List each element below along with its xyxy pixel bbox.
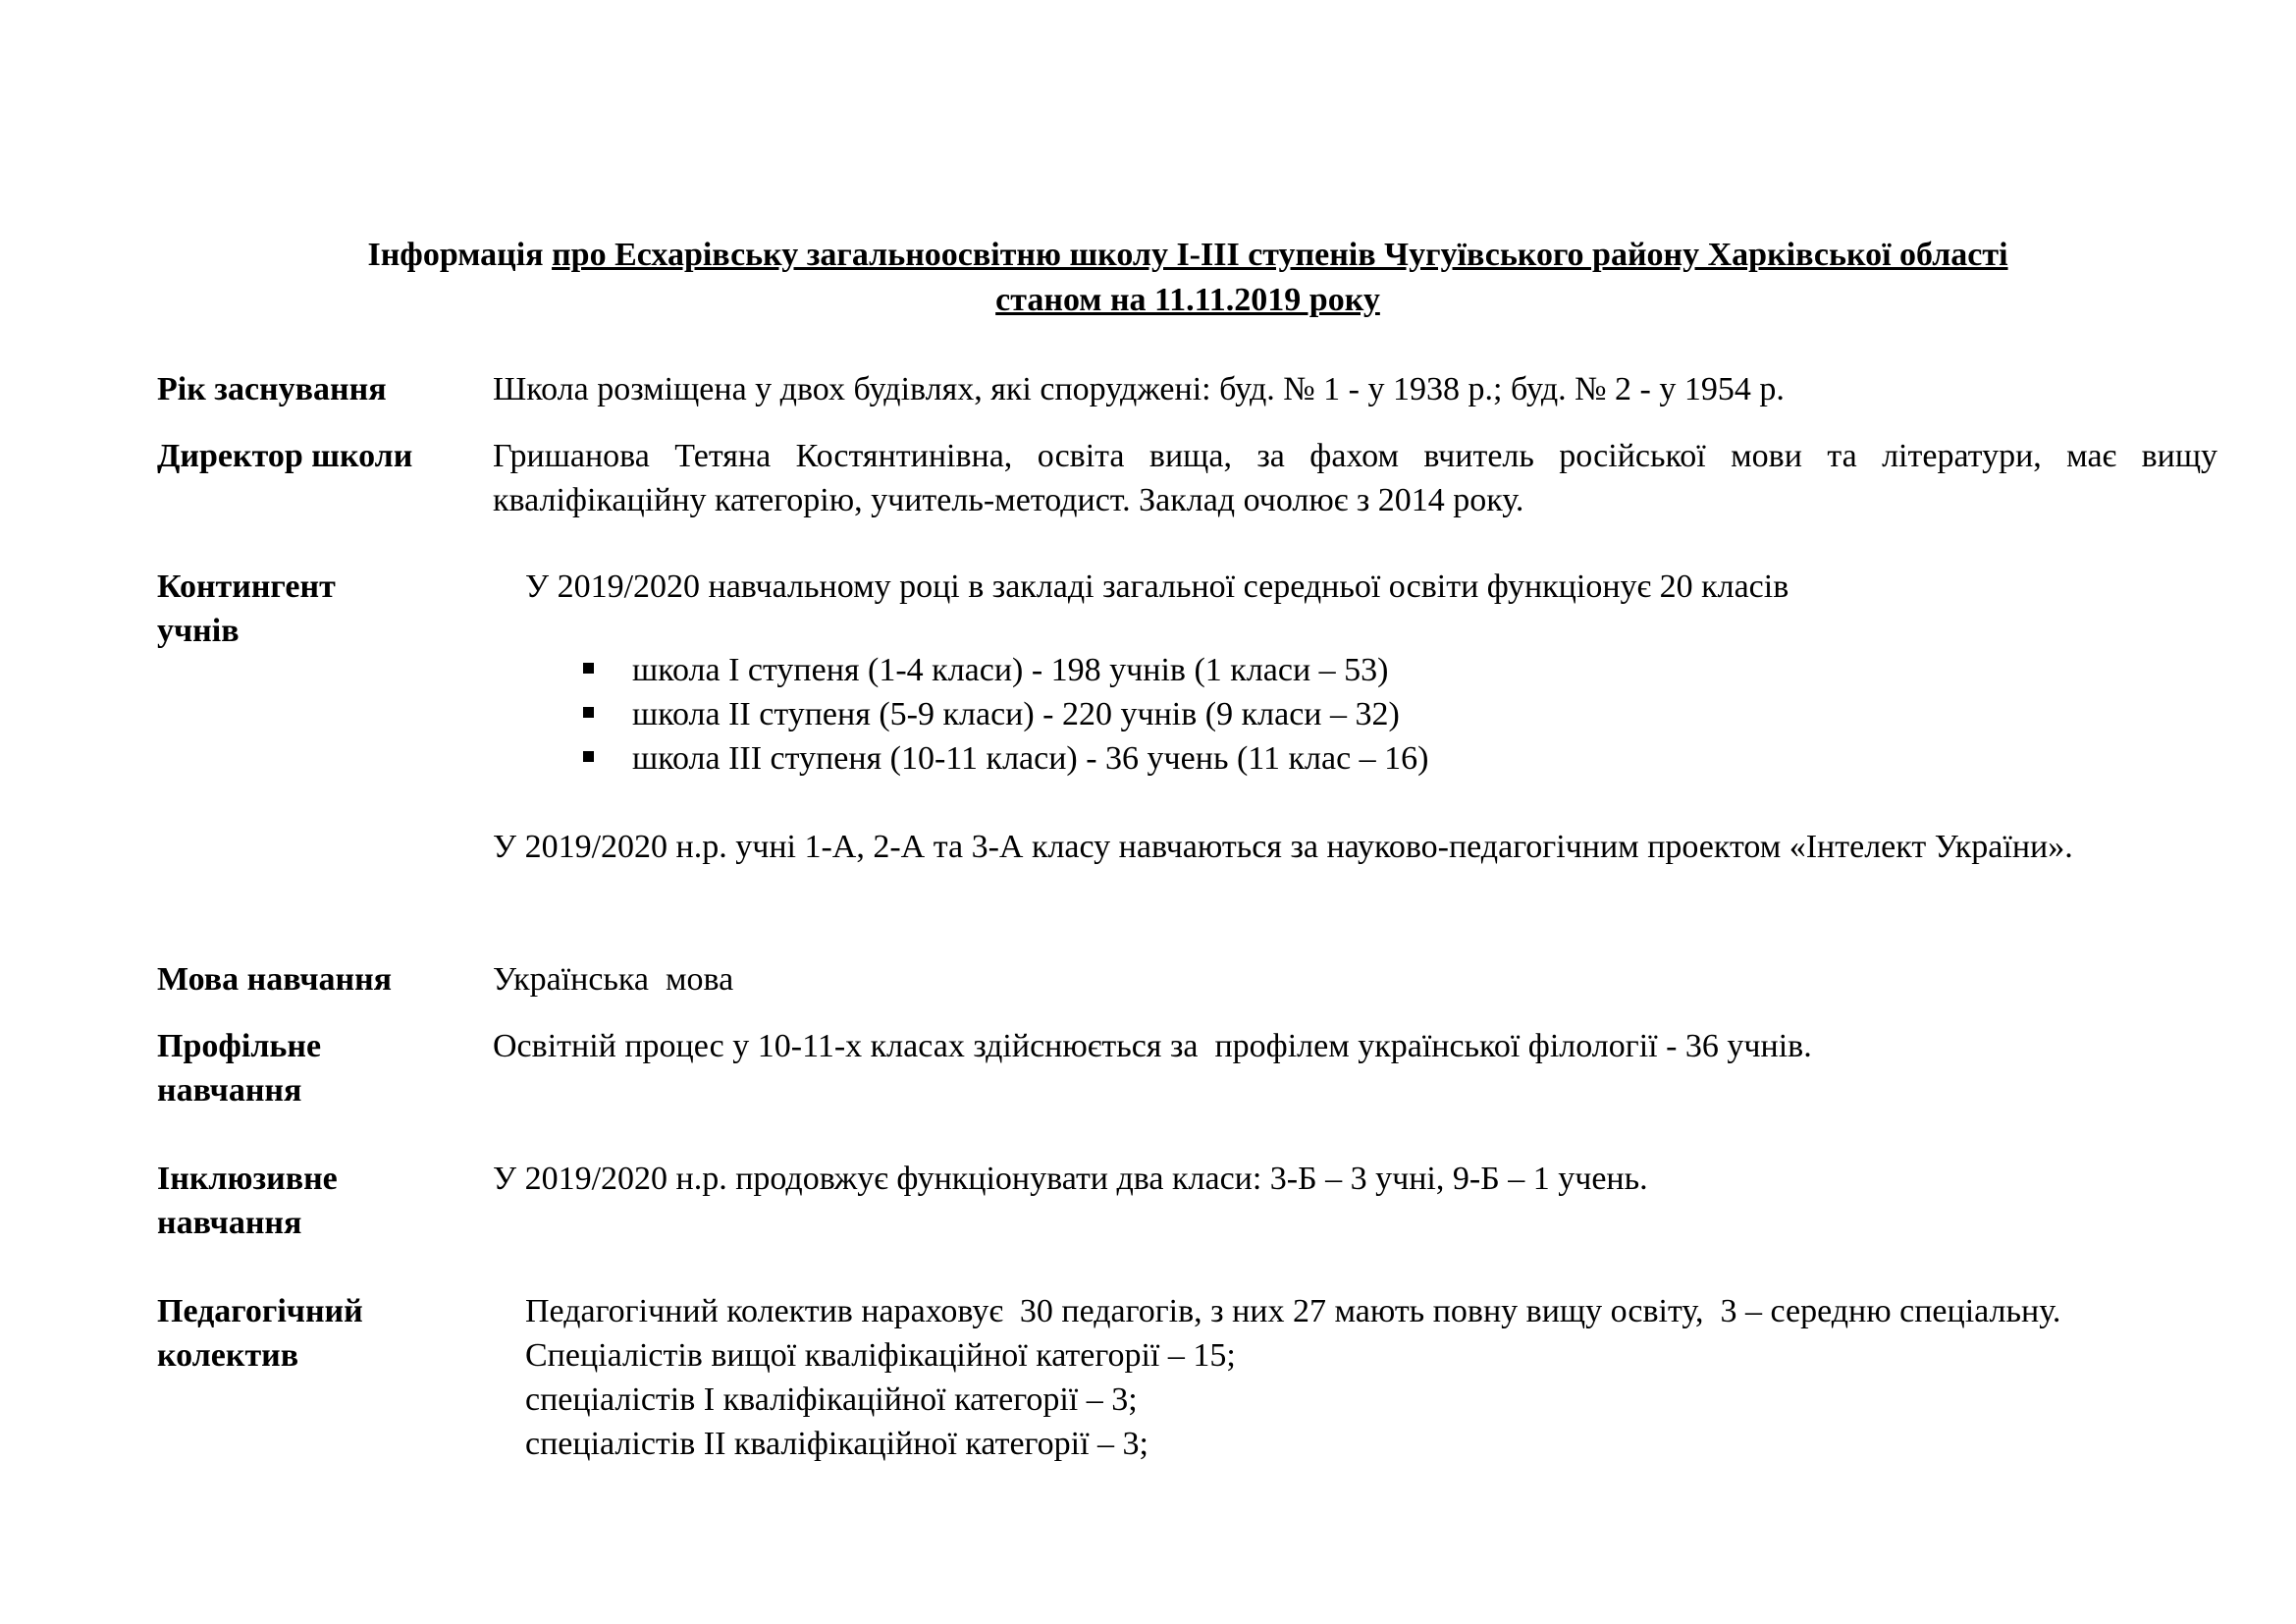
profile-label-line-1: Профільне <box>157 1028 322 1064</box>
inclusive-label-line-2: навчання <box>157 1205 302 1241</box>
director-label: Директор школи <box>157 438 413 474</box>
title-prefix: Інформація <box>367 237 544 273</box>
students-note: У 2019/2020 н.р. учні 1-А, 2-А та 3-А класу навчаються за науково-педагогічним проектом «Інтелект України». <box>493 829 2073 865</box>
staff-line-3: спеціалістів І кваліфікаційної категорії – 3; <box>525 1381 1138 1418</box>
list-item <box>583 692 1429 736</box>
staff-text <box>525 1289 2217 1466</box>
founding-label: Рік заснування <box>157 371 387 407</box>
staff-line-2: Спеціалістів вищої кваліфікаційної категорії – 15; <box>525 1337 1236 1374</box>
students-list <box>583 648 1429 781</box>
founding-text: Школа розміщена у двох будівлях, які споруджені: буд. № 1 - у 1938 р.; буд. № 2 - у 1954 р. <box>493 371 1785 407</box>
list-item <box>583 736 1429 781</box>
students-label <box>157 565 336 653</box>
list-item <box>583 648 1429 692</box>
bullet-square-icon <box>583 751 594 762</box>
bullet-square-icon <box>583 707 594 718</box>
profile-label <box>157 1024 321 1112</box>
bullet-square-icon <box>583 663 594 674</box>
list-item-text: школа ІІІ ступеня (10-11 класи) - 36 учень (11 клас – 16) <box>632 740 1429 777</box>
staff-label-line-1: Педагогічний <box>157 1293 363 1329</box>
inclusive-text: У 2019/2020 н.р. продовжує функціонувати два класи: 3-Б – 3 учні, 9-Б – 1 учень. <box>493 1161 1648 1197</box>
title-line-1 <box>196 233 2179 278</box>
students-label-line-2: учнів <box>157 613 240 649</box>
inclusive-label-line-1: Інклюзивне <box>157 1161 338 1197</box>
document-title <box>196 233 2179 323</box>
students-label-line-1: Контингент <box>157 568 336 605</box>
inclusive-label <box>157 1157 338 1245</box>
list-item-text: школа І ступеня (1-4 класи) - 198 учнів (1 класи – 53) <box>632 652 1389 688</box>
language-label: Мова навчання <box>157 961 393 998</box>
staff-label-line-2: колектив <box>157 1337 299 1374</box>
profile-label-line-2: навчання <box>157 1072 302 1109</box>
profile-text: Освітній процес у 10-11-х класах здійснюється за профілем української філології - 36 учнів. <box>493 1028 1812 1064</box>
list-item-text: школа ІІ ступеня (5-9 класи) - 220 учнів (9 класи – 32) <box>632 696 1400 732</box>
director-text: Гришанова Тетяна Костянтинівна, освіта вища, за фахом вчитель російської мови та літератури, має вищу кваліфікаційну категорію, учитель-методист. Заклад очолює з 2014 року. <box>493 438 2217 518</box>
students-intro: У 2019/2020 навчальному році в закладі загальної середньої освіти функціонує 20 класів <box>525 568 1789 605</box>
staff-line-4: спеціалістів ІІ кваліфікаційної категорії – 3; <box>525 1426 1148 1462</box>
title-date: станом на 11.11.2019 року <box>995 282 1380 318</box>
language-text: Українська мова <box>493 961 734 998</box>
staff-line-1: Педагогічний колектив нараховує 30 педагогів, з них 27 мають повну вищу освіту, 3 – середню спеціальну. <box>525 1293 2061 1329</box>
title-school-name: про Есхарівську загальноосвітню школу І-ІІІ ступенів Чугуївського району Харківської області <box>552 237 2008 273</box>
staff-label <box>157 1289 363 1378</box>
